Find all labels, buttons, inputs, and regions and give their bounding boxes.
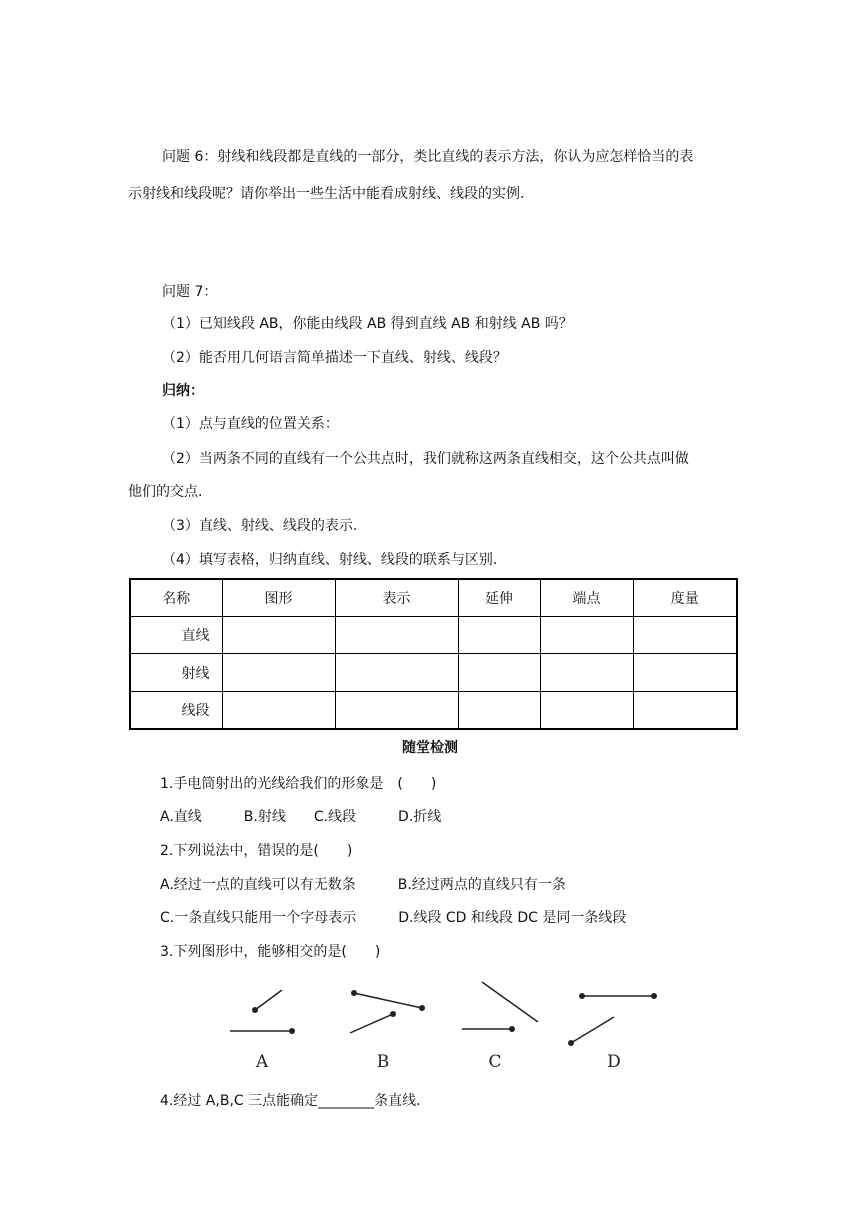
figure-label-a: A [255, 1052, 269, 1072]
table-cell[interactable] [222, 617, 335, 654]
quiz-q1: 1.手电筒射出的光线给我们的形象是 ( ) [160, 776, 437, 792]
comparison-table [129, 578, 738, 730]
summary-item2-line1: （2）当两条不同的直线有一个公共点时，我们就称这两条直线相交，这个公共点叫做 [162, 451, 689, 467]
table-cell[interactable] [633, 691, 737, 729]
q6-line1: 问题 6：射线和线段都是直线的一部分，类比直线的表示方法，你认为应怎样恰当的表 [162, 149, 694, 165]
table-header-cell: 名称 [130, 579, 222, 617]
table-header-cell: 度量 [633, 579, 737, 617]
q3-figures [220, 975, 680, 1075]
summary-title: 归纳： [162, 383, 204, 399]
table-cell[interactable] [633, 617, 737, 654]
table-row-label: 直线 [130, 617, 222, 654]
table-row [130, 654, 737, 691]
summary-item2-line2: 他们的交点. [128, 484, 203, 500]
table-cell[interactable] [222, 654, 335, 691]
table-header-cell: 延伸 [458, 579, 540, 617]
figure-c [462, 982, 538, 1032]
table-cell[interactable] [540, 617, 633, 654]
table-row [130, 691, 737, 729]
quiz-q1-options: A.直线 B.射线 C.线段 D.折线 [160, 809, 442, 825]
q7-title: 问题 7： [162, 284, 218, 300]
table-cell[interactable] [335, 617, 458, 654]
quiz-q3: 3.下列图形中，能够相交的是( ) [160, 944, 381, 960]
figure-label-c: C [488, 1052, 502, 1072]
figure-b [350, 990, 425, 1033]
table-cell[interactable] [335, 691, 458, 729]
quiz-q2-options-row2: C.一条直线只能用一个字母表示 D.线段 CD 和线段 DC 是同一条线段 [160, 910, 627, 926]
quiz-q2: 2.下列说法中，错误的是( ) [160, 843, 353, 859]
figure-d [568, 993, 657, 1046]
table-row [130, 617, 737, 654]
table-cell[interactable] [540, 691, 633, 729]
summary-item1: （1）点与直线的位置关系： [162, 416, 339, 432]
table-row-label: 线段 [130, 691, 222, 729]
q6-line2: 示射线和线段呢？请你举出一些生活中能看成射线、线段的实例. [128, 186, 525, 202]
figure-a [230, 990, 295, 1034]
table-cell[interactable] [540, 654, 633, 691]
table-header-row [130, 579, 737, 617]
quiz-q4: 4.经过 A,B,C 三点能确定________条直线. [160, 1093, 421, 1109]
table-cell[interactable] [222, 691, 335, 729]
table-cell[interactable] [458, 654, 540, 691]
quiz-title: 随堂检测 [402, 740, 458, 756]
summary-item4: （4）填写表格，归纳直线、射线、线段的联系与区别. [162, 552, 498, 568]
q7-item1: （1）已知线段 AB，你能由线段 AB 得到直线 AB 和射线 AB 吗？ [162, 316, 573, 332]
table-header-cell: 图形 [222, 579, 335, 617]
summary-item3: （3）直线、射线、线段的表示. [162, 518, 358, 534]
quiz-q2-options-row1: A.经过一点的直线可以有无数条 B.经过两点的直线只有一条 [160, 877, 566, 893]
figure-label-b: B [376, 1052, 390, 1072]
figure-label-d: D [607, 1052, 621, 1072]
table-cell[interactable] [458, 691, 540, 729]
table-cell[interactable] [633, 654, 737, 691]
q7-item2: （2）能否用几何语言简单描述一下直线、射线、线段？ [162, 350, 507, 366]
table-header-cell: 端点 [540, 579, 633, 617]
table-cell[interactable] [335, 654, 458, 691]
table-row-label: 射线 [130, 654, 222, 691]
table-header-cell: 表示 [335, 579, 458, 617]
table-cell[interactable] [458, 617, 540, 654]
